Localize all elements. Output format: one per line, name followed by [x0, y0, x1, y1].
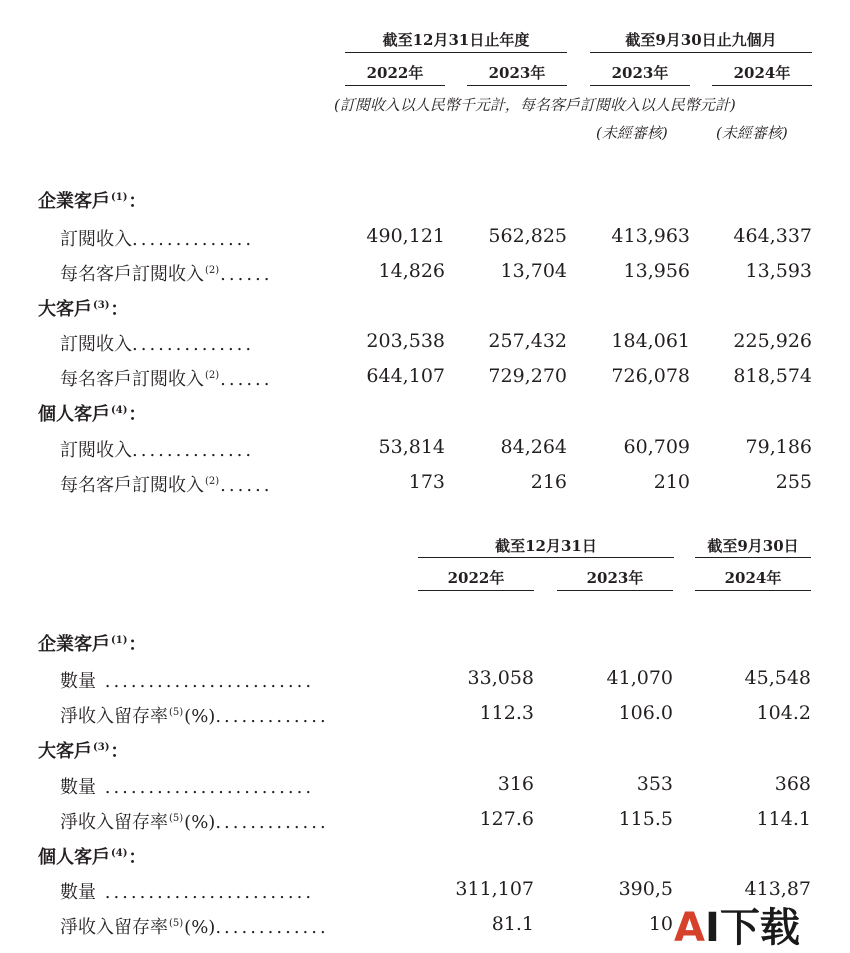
divider — [467, 85, 567, 86]
cell: 203,538 — [366, 330, 445, 352]
section-title-individual: 個人客戶$^{(4)}$： — [38, 847, 147, 868]
section-title-enterprise: 企業客戶$^{(1)}$： — [38, 191, 147, 212]
cell: 413,87 — [744, 878, 811, 900]
cell: 33,058 — [467, 667, 534, 689]
cell: 60,709 — [623, 436, 690, 458]
cell: 104.2 — [756, 702, 811, 724]
cell: 173 — [408, 471, 445, 493]
section-title-individual: 個人客戶$^{(4)}$： — [38, 404, 147, 425]
year-header: 2023年 — [586, 569, 644, 587]
row-label: 每名客戶訂閱收入$^{(2)}$...... — [60, 475, 273, 496]
cell: 225,926 — [733, 330, 812, 352]
cell: 255 — [775, 471, 812, 493]
cell: 115.5 — [618, 808, 673, 830]
cell: 562,825 — [488, 225, 567, 247]
divider — [695, 590, 811, 591]
unaudited-note: (未經審核) — [716, 124, 788, 142]
cell: 112.3 — [479, 702, 534, 724]
cell: 390,5 — [618, 878, 673, 900]
period-header-year: 截至12月31日止年度 — [382, 31, 530, 49]
cell: 818,574 — [733, 365, 812, 387]
cell: 184,061 — [611, 330, 690, 352]
cell: 210 — [653, 471, 690, 493]
row-label: 數量 ........................ — [60, 882, 315, 903]
row-label: 每名客戶訂閱收入$^{(2)}$...... — [60, 264, 273, 285]
cell: 84,264 — [500, 436, 567, 458]
cell: 13,704 — [500, 260, 567, 282]
cell: 127.6 — [479, 808, 534, 830]
cell: 106.0 — [618, 702, 673, 724]
cell: 14,826 — [378, 260, 445, 282]
divider — [695, 557, 811, 558]
cell: 216 — [530, 471, 567, 493]
cell: 257,432 — [488, 330, 567, 352]
year-header: 2022年 — [447, 569, 505, 587]
divider — [590, 52, 812, 53]
cell: 13,956 — [623, 260, 690, 282]
cell: 311,107 — [455, 878, 534, 900]
row-label: 數量 ........................ — [60, 671, 315, 692]
cell: 10 — [648, 913, 673, 935]
cell: 644,107 — [366, 365, 445, 387]
cell: 13,593 — [745, 260, 812, 282]
year-header: 2023年 — [488, 64, 546, 82]
cell: 368 — [774, 773, 811, 795]
divider — [712, 85, 812, 86]
cell: 53,814 — [378, 436, 445, 458]
year-header: 2024年 — [724, 569, 782, 587]
year-header: 2023年 — [611, 64, 669, 82]
section-title-major: 大客戶$^{(3)}$： — [38, 741, 129, 762]
cell: 490,121 — [366, 225, 445, 247]
year-header: 2024年 — [733, 64, 791, 82]
row-label: 訂閱收入.............. — [60, 334, 255, 355]
cell: 41,070 — [606, 667, 673, 689]
cell: 464,337 — [733, 225, 812, 247]
period-header-nine-months: 截至9月30日止九個月 — [625, 31, 777, 49]
row-label: 訂閱收入.............. — [60, 440, 255, 461]
row-label: 淨收入留存率$^{(5)}$(%)............. — [60, 812, 329, 833]
unaudited-note: (未經審核) — [596, 124, 668, 142]
year-header: 2022年 — [366, 64, 424, 82]
divider — [418, 590, 534, 591]
cell: 353 — [636, 773, 673, 795]
unit-note: (訂閱收入以人民幣千元計，每名客戶訂閱收入以人民幣元計) — [334, 96, 736, 114]
divider — [590, 85, 690, 86]
section-title-major: 大客戶$^{(3)}$： — [38, 299, 129, 320]
cell: 729,270 — [488, 365, 567, 387]
row-label: 淨收入留存率$^{(5)}$(%)............. — [60, 917, 329, 938]
cell: 413,963 — [611, 225, 690, 247]
cell: 726,078 — [611, 365, 690, 387]
period-header-year-end: 截至12月31日 — [495, 537, 597, 555]
cell: 114.1 — [756, 808, 811, 830]
divider — [345, 52, 567, 53]
divider — [345, 85, 445, 86]
cell: 81.1 — [491, 913, 534, 935]
divider — [418, 557, 674, 558]
cell: 79,186 — [745, 436, 812, 458]
cell: 45,548 — [744, 667, 811, 689]
cell: 316 — [497, 773, 534, 795]
watermark-logo: AI下载 — [674, 905, 800, 951]
row-label: 訂閱收入.............. — [60, 229, 255, 250]
period-header-sep30: 截至9月30日 — [707, 537, 799, 555]
row-label: 數量 ........................ — [60, 777, 315, 798]
row-label: 淨收入留存率$^{(5)}$(%)............. — [60, 706, 329, 727]
divider — [557, 590, 673, 591]
row-label: 每名客戶訂閱收入$^{(2)}$...... — [60, 369, 273, 390]
section-title-enterprise: 企業客戶$^{(1)}$： — [38, 634, 147, 655]
